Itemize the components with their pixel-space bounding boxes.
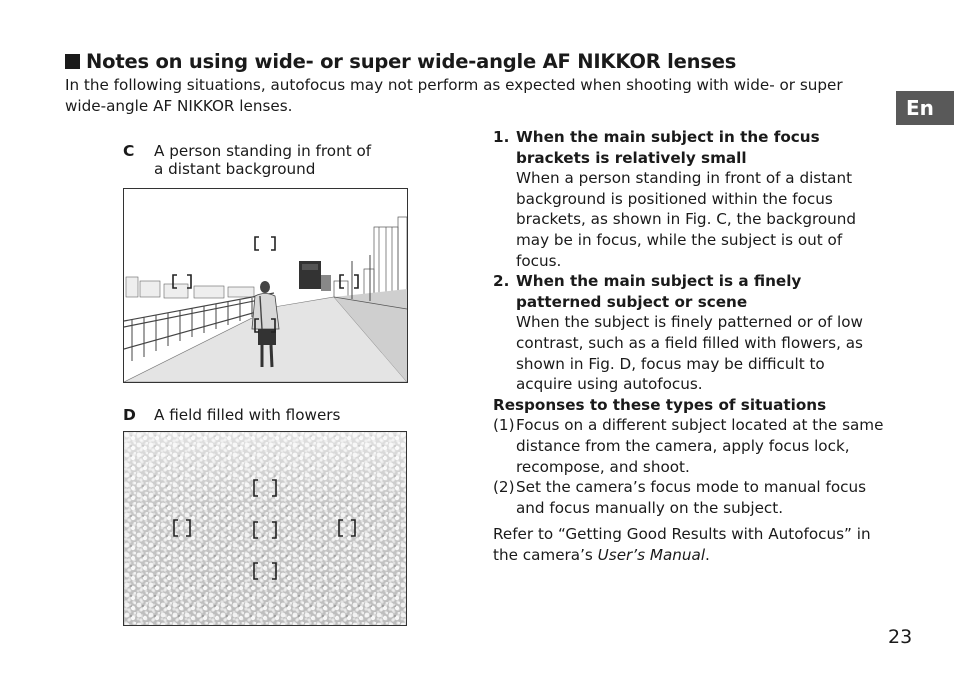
response-2-line: and focus manually on the subject.: [516, 498, 784, 517]
item-2-line: shown in Fig. D, focus may be difficult to: [516, 354, 825, 373]
refer-manual-title: User’s Manual: [597, 545, 706, 564]
page-title-text: Notes on using wide- or super wide-angle AF NIKKOR lenses: [86, 50, 737, 73]
response-1-body: [516, 415, 893, 477]
figure-c-image: [123, 188, 408, 383]
response-1-line: recompose, and shoot.: [516, 457, 690, 476]
item-1-body: [516, 127, 893, 271]
item-1-line: may be in focus, while the subject is out of: [516, 230, 843, 249]
item-1-line: focus.: [516, 251, 562, 270]
item-2-line: acquire using autofocus.: [516, 375, 703, 394]
item-2-line: When the subject is finely patterned or of low: [516, 313, 863, 332]
response-1: [493, 415, 893, 477]
responses-heading: Responses to these types of situations: [493, 395, 827, 414]
response-2-line: Set the camera’s focus mode to manual focus: [516, 478, 866, 497]
item-1-heading-line1: When the main subject in the focus: [516, 128, 820, 146]
figure-c-letter: C: [123, 142, 135, 160]
refer-line2: [493, 545, 893, 566]
response-2-body: [516, 477, 893, 518]
figure-c-caption-line1: A person standing in front of: [154, 142, 372, 160]
square-bullet-icon: [65, 54, 80, 69]
figure-c-caption-line2: a distant background: [154, 160, 316, 178]
item-2-heading-line2: patterned subject or scene: [516, 292, 748, 311]
item-2: [493, 271, 893, 395]
right-column: [493, 127, 893, 565]
bridge-scene-illustration: [124, 189, 407, 382]
item-1-line: background is positioned within the focus: [516, 189, 833, 208]
item-1-line: When a person standing in front of a distant: [516, 169, 853, 188]
item-2-line: contrast, such as a field filled with flowers, as: [516, 333, 863, 352]
flower-field-illustration: [124, 432, 406, 625]
figure-c-caption: [154, 142, 371, 178]
refer-paragraph: [493, 524, 893, 565]
item-1-number: 1.: [493, 128, 510, 146]
response-2-number: (2): [493, 478, 515, 497]
refer-line2-prefix: the camera’s: [493, 545, 598, 564]
response-1-line: distance from the camera, apply focus lock,: [516, 436, 850, 455]
intro-paragraph: In the following situations, autofocus may not perform as expected when shooting with wide- or super wide-angle AF NIKKOR lenses.: [65, 76, 843, 115]
item-2-heading-line1: When the main subject is a finely: [516, 272, 802, 291]
refer-line2-suffix: .: [705, 545, 710, 564]
page-title: [65, 50, 736, 73]
figure-d-caption: A field filled with flowers: [154, 406, 341, 424]
response-1-line: Focus on a different subject located at the same: [516, 416, 884, 435]
figure-d-letter: D: [123, 406, 136, 424]
language-tab: En: [896, 91, 954, 125]
item-1-heading-line2: brackets is relatively small: [516, 148, 747, 167]
figure-d-image: [123, 431, 407, 626]
page-number: 23: [888, 626, 913, 648]
item-1: [493, 127, 893, 271]
item-2-body: [516, 271, 893, 395]
refer-line1: Refer to “Getting Good Results with Autofocus” in: [493, 525, 871, 544]
item-1-line: brackets, as shown in Fig. C, the background: [516, 210, 857, 229]
item-2-number: 2.: [493, 272, 510, 291]
response-2: [493, 477, 893, 518]
response-1-number: (1): [493, 416, 515, 435]
